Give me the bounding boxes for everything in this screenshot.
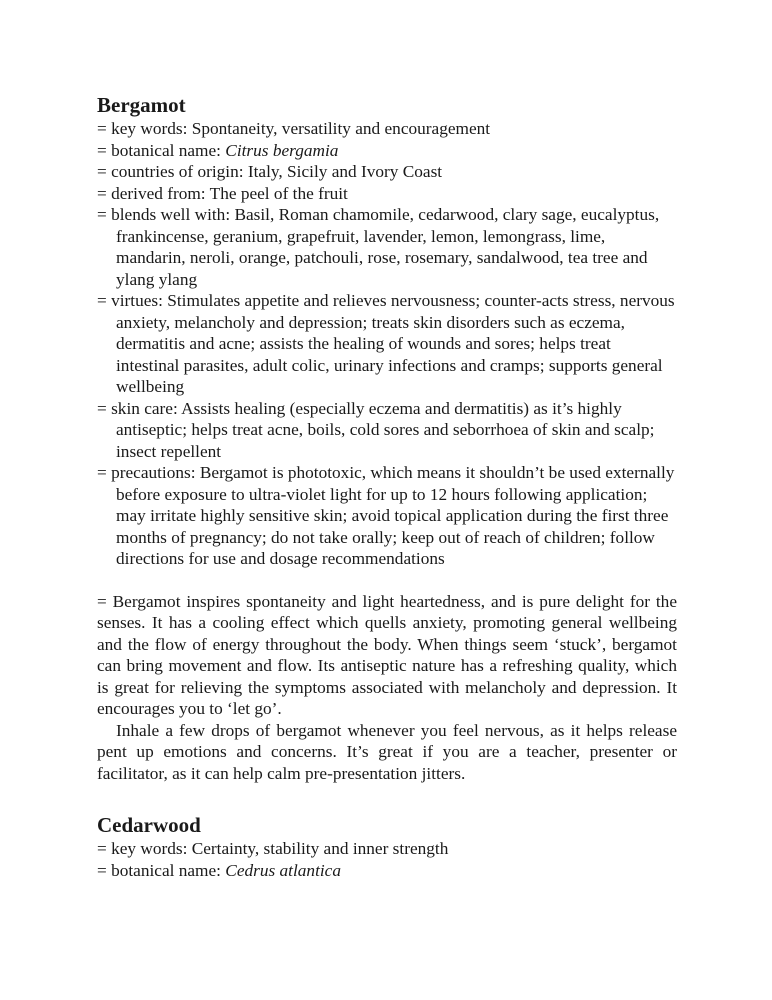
section-spacer <box>97 784 677 812</box>
field-label: = virtues: <box>97 291 163 310</box>
field-value: Basil, Roman chamomile, cedarwood, clary sage, eucalyptus, frankincense, geranium, grapefruit, lavender, lemon, lemongrass, lime, mandarin, neroli, orange, patchouli, rose, rosemary, sandalwood, tea tree and ylang ylang <box>116 205 660 289</box>
field-key-words <box>97 118 677 140</box>
section-title: Bergamot <box>97 93 186 117</box>
field-precautions <box>97 462 677 570</box>
field-label: = derived from: <box>97 184 206 203</box>
field-value: Cedrus atlantica <box>225 860 341 880</box>
field-blends-well-with <box>97 204 677 290</box>
field-countries-of-origin <box>97 161 677 183</box>
section-cedarwood <box>97 812 677 881</box>
document-page <box>97 92 677 881</box>
field-label: = blends well with: <box>97 205 230 224</box>
field-label: = key words: <box>97 119 187 138</box>
field-value: Spontaneity, versatility and encouragement <box>191 119 491 138</box>
description-paragraph: Inhale a few drops of bergamot whenever you feel nervous, as it helps release pent up emotions and concerns. It’s great if you are a teacher, presenter or facilitator, as it can help calm pre-presentation jitters. <box>97 720 677 783</box>
field-value: Stimulates appetite and relieves nervousness; counter-acts stress, nervous anxiety, melancholy and depression; treats skin disorders such as eczema, dermatitis and acne; assists the healing of wounds and sores; helps treat intestinal parasites, adult colic, urinary infections and cramps; supports general wellbeing <box>116 291 675 396</box>
section-bergamot <box>97 92 677 784</box>
description-paragraph: = Bergamot inspires spontaneity and light heartedness, and is pure delight for the senses. It has a cooling effect which quells anxiety, promoting general wellbeing and the flow of energy throughout the body. When things seem ‘stuck’, bergamot can bring movement and flow. Its antiseptic nature has a refreshing quality, which is great for relieving the symptoms associated with melancholy and depression. It encourages you to ‘let go’. <box>97 591 677 718</box>
field-derived-from <box>97 183 677 205</box>
field-value: Citrus bergamia <box>225 140 339 160</box>
field-label: = countries of origin: <box>97 162 244 181</box>
field-value: Bergamot is phototoxic, which means it shouldn’t be used externally before exposure to ultra-violet light for up to 12 hours following application; may irritate highly sensitive skin; avoid topical application during the first three months of pregnancy; do not take orally; keep out of reach of children; follow directions for use and dosage recommendations <box>116 463 675 568</box>
field-skin-care <box>97 398 677 463</box>
field-value: Italy, Sicily and Ivory Coast <box>247 162 443 181</box>
field-virtues <box>97 290 677 398</box>
field-botanical-name <box>97 140 677 162</box>
field-label: = key words: <box>97 839 187 858</box>
field-list <box>97 118 677 570</box>
field-label: = botanical name: <box>97 861 221 880</box>
field-label: = precautions: <box>97 463 196 482</box>
field-botanical-name <box>97 860 677 882</box>
field-label: = botanical name: <box>97 141 221 160</box>
field-value: The peel of the fruit <box>209 183 348 203</box>
field-value: Certainty, stability and inner strength <box>191 839 449 858</box>
section-title: Cedarwood <box>97 813 201 837</box>
field-value: Assists healing (especially eczema and dermatitis) as it’s highly antiseptic; helps treat acne, boils, cold sores and seborrhoea of skin and scalp; insect repellent <box>116 398 655 461</box>
field-key-words <box>97 838 677 860</box>
field-label: = skin care: <box>97 399 178 418</box>
field-list <box>97 838 677 881</box>
